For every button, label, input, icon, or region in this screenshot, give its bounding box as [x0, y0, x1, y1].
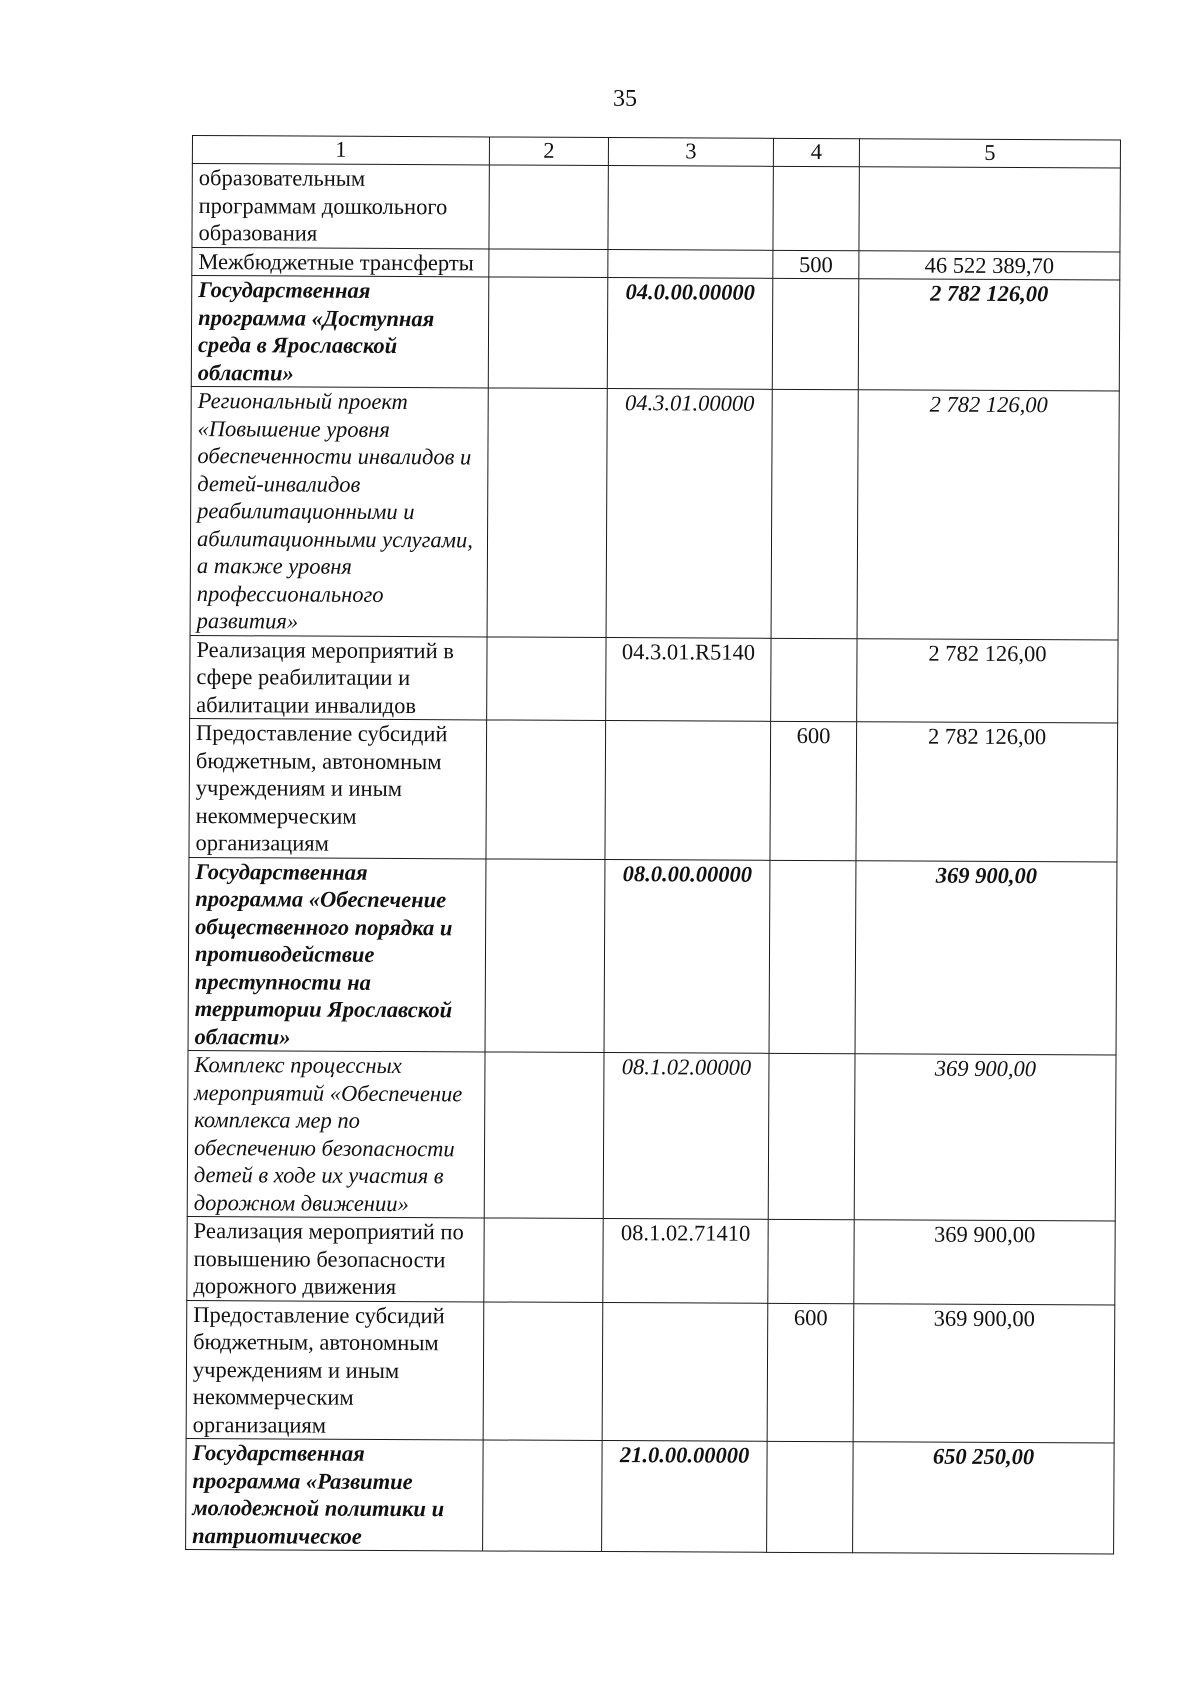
- item-name-cell: Предоставление субсидий бюджетным, автономным учреждениям и иным некоммерческим организациям: [186, 1300, 484, 1440]
- classification-code-cell: [608, 249, 773, 278]
- item-name-cell: Комплекс процессных мероприятий «Обеспечение комплекса мер по обеспечению безопасности детей в ходе их участия в дорожном движении»: [187, 1050, 485, 1217]
- expense-type-cell: [768, 1053, 855, 1219]
- table-row: [187, 1216, 1115, 1304]
- classification-code-cell: 08.1.02.71410: [603, 1219, 768, 1303]
- item-name-cell: Реализация мероприятий в сфере реабилитации и абилитации инвалидов: [190, 635, 487, 720]
- expense-type-cell: [769, 860, 856, 1054]
- classification-code-cell: 04.0.00.00000: [607, 278, 773, 390]
- amount-cell: [859, 167, 1120, 252]
- header-cell-3: 3: [608, 138, 773, 167]
- amount-cell: 2 782 126,00: [856, 722, 1118, 862]
- classification-code-cell: [602, 1302, 768, 1441]
- amount-cell: 2 782 126,00: [857, 638, 1118, 723]
- table-row: [188, 857, 1117, 1055]
- item-name-cell: Межбюджетные трансферты: [192, 247, 489, 277]
- amount-cell: 2 782 126,00: [858, 279, 1120, 391]
- expense-type-cell: [768, 1219, 854, 1303]
- budget-table: [185, 135, 1121, 1555]
- amount-cell: 2 782 126,00: [857, 390, 1119, 640]
- item-name-cell: Региональный проект «Повышение уровня обеспеченности инвалидов и детей-инвалидов реабилитационными и абилитационными услугами, а также уровня профессионального развития»: [190, 386, 488, 636]
- classification-code-cell: [605, 721, 771, 860]
- column-2-cell: [489, 248, 608, 277]
- header-cell-5: 5: [859, 139, 1120, 168]
- classification-code-cell: 21.0.00.00000: [602, 1441, 768, 1553]
- table-row: [190, 635, 1118, 723]
- amount-cell: 369 900,00: [854, 1220, 1115, 1305]
- column-2-cell: [486, 720, 606, 859]
- column-2-cell: [484, 1218, 603, 1302]
- table-row: [190, 386, 1119, 639]
- column-2-cell: [485, 858, 605, 1052]
- item-name-cell: Реализация мероприятий по повышению безопасности дорожного движения: [187, 1216, 484, 1301]
- table-row: [192, 247, 1120, 280]
- column-2-cell: [487, 636, 606, 720]
- classification-code-cell: [608, 166, 773, 250]
- classification-code-cell: 04.3.01.R5140: [606, 637, 771, 721]
- expense-type-cell: 500: [773, 250, 859, 279]
- table-row: [187, 1050, 1116, 1221]
- item-name-cell: Государственная программа «Доступная среда в Ярославской области»: [191, 276, 489, 388]
- table-row: [192, 164, 1120, 252]
- column-2-cell: [488, 277, 608, 389]
- amount-cell: 369 900,00: [853, 1303, 1115, 1443]
- expense-type-cell: [767, 1441, 854, 1552]
- item-name-cell: образовательным программам дошкольного образования: [192, 164, 489, 249]
- expense-type-cell: [773, 166, 859, 250]
- column-2-cell: [487, 388, 607, 637]
- column-2-cell: [483, 1440, 603, 1552]
- amount-cell: 369 900,00: [855, 860, 1117, 1055]
- item-name-cell: Предоставление субсидий бюджетным, автономным учреждениям и иным некоммерческим организациям: [189, 718, 487, 858]
- header-cell-4: 4: [773, 138, 859, 166]
- column-2-cell: [483, 1301, 603, 1440]
- expense-type-cell: [771, 638, 857, 722]
- header-cell-1: 1: [192, 136, 489, 165]
- table-body: [186, 136, 1121, 1555]
- page-number: 35: [613, 86, 637, 112]
- amount-cell: 369 900,00: [854, 1054, 1116, 1221]
- column-2-cell: [484, 1052, 604, 1219]
- item-name-cell: Государственная программа «Обеспечение общественного порядка и противодействие преступности на территории Ярославской области»: [188, 857, 486, 1052]
- expense-type-cell: 600: [767, 1303, 854, 1442]
- classification-code-cell: 08.1.02.00000: [603, 1053, 769, 1220]
- header-cell-2: 2: [489, 137, 608, 166]
- header-row: [192, 136, 1120, 169]
- classification-code-cell: 04.3.01.00000: [606, 389, 772, 638]
- table-row: [191, 276, 1120, 392]
- classification-code-cell: 08.0.00.00000: [604, 859, 770, 1053]
- expense-type-cell: 600: [770, 721, 857, 860]
- column-2-cell: [489, 165, 608, 249]
- expense-type-cell: [771, 389, 858, 638]
- expense-type-cell: [772, 278, 859, 389]
- item-name-cell: Государственная программа «Развитие молодежной политики и патриотическое: [186, 1438, 484, 1550]
- table-row: [189, 718, 1118, 861]
- table-row: [186, 1438, 1115, 1554]
- amount-cell: 46 522 389,70: [859, 250, 1120, 280]
- amount-cell: 650 250,00: [853, 1442, 1115, 1554]
- table-row: [186, 1300, 1115, 1443]
